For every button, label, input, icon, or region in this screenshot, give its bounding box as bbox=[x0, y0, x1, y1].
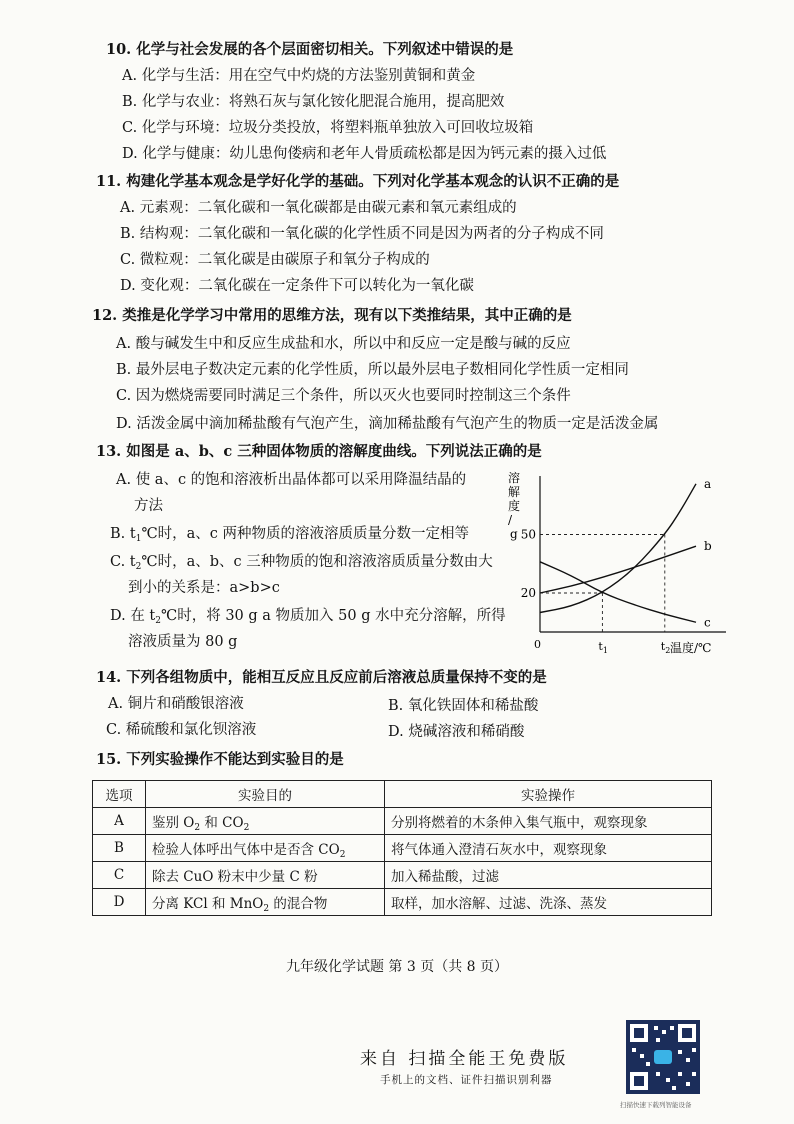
q15-stem: 15. 下列实验操作不能达到实验目的是 bbox=[96, 751, 344, 768]
page-footer: 九年级化学试题 第 3 页（共 8 页） bbox=[285, 959, 509, 975]
curve-a bbox=[540, 484, 696, 613]
row-goal: 检验人体呼出气体中是否含 $CO_2$ bbox=[146, 835, 385, 862]
table-header-row bbox=[93, 781, 712, 808]
origin-label: 0 bbox=[534, 638, 541, 651]
q13-option-d: D. 在 $t_2℃$时，将 30 g a 物质加入 50 g 水中充分溶解，所得 bbox=[110, 608, 506, 626]
curve-c bbox=[540, 562, 696, 622]
row-operation: 将气体通入澄清石灰水中，观察现象 bbox=[385, 835, 712, 862]
q13-stem: 13. 如图是 a、b、c 三种固体物质的溶解度曲线。下列说法正确的是 bbox=[96, 443, 542, 460]
q12-option-c: C. 因为燃烧需要同时满足三个条件，所以灭火也要同时控制这三个条件 bbox=[116, 388, 571, 404]
q12-option-d: D. 活泼金属中滴加稀盐酸有气泡产生，滴加稀盐酸有气泡产生的物质一定是活泼金属 bbox=[116, 416, 659, 432]
q13-option-a: A. 使 a、c 的饱和溶液析出晶体都可以采用降温结晶的 bbox=[116, 472, 467, 488]
q11-stem: 11. 构建化学基本观念是学好化学的基础。下列对化学基本观念的认识不正确的是 bbox=[96, 173, 620, 190]
q10-option-b: B. 化学与农业：将熟石灰与氯化铵化肥混合施用，提高肥效 bbox=[122, 94, 505, 110]
x-tick-label: $t_2$ bbox=[660, 640, 671, 655]
curve-b bbox=[540, 546, 696, 593]
y-tick-label: 20 bbox=[520, 586, 536, 600]
table-row bbox=[93, 862, 712, 889]
q11-option-b: B. 结构观：二氧化碳和一氧化碳的化学性质不同是因为两者的分子构成不同 bbox=[120, 226, 604, 242]
curve-label-c: c bbox=[704, 615, 711, 630]
q13-option-c-cont: 到小的关系是：a>b>c bbox=[128, 580, 280, 596]
q12-option-b: B. 最外层电子数决定元素的化学性质，所以最外层电子数相同化学性质一定相同 bbox=[116, 362, 629, 378]
y-tick-label: 50 bbox=[520, 527, 536, 542]
table-row bbox=[93, 808, 712, 835]
x-axis-label: 温度/℃ bbox=[670, 641, 712, 655]
table-row bbox=[93, 889, 712, 916]
curve-label-a: a bbox=[704, 476, 712, 491]
q10-stem: 10. 化学与社会发展的各个层面密切相关。下列叙述中错误的是 bbox=[106, 41, 514, 58]
curve-label-b: b bbox=[704, 539, 712, 554]
header-option: 选项 bbox=[93, 781, 146, 808]
row-option: C bbox=[93, 862, 146, 889]
q11-option-c: C. 微粒观：二氧化碳是由碳原子和氧分子构成的 bbox=[120, 252, 430, 268]
q13-option-c: C. $t_2℃$时，a、b、c 三种物质的饱和溶液溶质质量分数由大 bbox=[110, 554, 493, 572]
header-goal: 实验目的 bbox=[146, 781, 385, 808]
qr-code-icon[interactable] bbox=[626, 1020, 700, 1094]
row-operation: 取样，加水溶解、过滤、洗涤、蒸发 bbox=[385, 889, 712, 916]
row-option: A bbox=[93, 808, 146, 835]
q12-stem: 12. 类推是化学学习中常用的思维方法，现有以下类推结果，其中正确的是 bbox=[92, 307, 572, 324]
solubility-chart bbox=[496, 466, 734, 662]
row-goal: 除去 CuO 粉末中少量 C 粉 bbox=[146, 862, 385, 889]
q11-option-a: A. 元素观：二氧化碳和一氧化碳都是由碳元素和氧元素组成的 bbox=[120, 200, 517, 216]
row-option: D bbox=[93, 889, 146, 916]
q11-option-d: D. 变化观：二氧化碳在一定条件下可以转化为一氧化碳 bbox=[120, 278, 474, 294]
row-operation: 加入稀盐酸，过滤 bbox=[385, 862, 712, 889]
q14-option-c: C. 稀硫酸和氯化钡溶液 bbox=[106, 722, 257, 738]
q14-option-b: B. 氧化铁固体和稀盐酸 bbox=[388, 698, 539, 714]
q14-stem: 14. 下列各组物质中，能相互反应且反应前后溶液总质量保持不变的是 bbox=[96, 669, 547, 686]
header-operation: 实验操作 bbox=[385, 781, 712, 808]
table-row bbox=[93, 835, 712, 862]
q13-option-b: B. $t_1℃$时，a、c 两种物质的溶液溶质质量分数一定相等 bbox=[110, 526, 470, 544]
q14-option-d: D. 烧碱溶液和稀硝酸 bbox=[388, 724, 525, 740]
scanner-watermark-title: 来自 扫描全能王免费版 bbox=[360, 1049, 569, 1069]
q12-option-a: A. 酸与碱发生中和反应生成盐和水，所以中和反应一定是酸与碱的反应 bbox=[116, 336, 571, 352]
y-axis-label: 溶解度/ g bbox=[508, 471, 521, 541]
scanner-watermark-subtitle: 手机上的文档、证件扫描识别利器 bbox=[380, 1074, 553, 1086]
q14-option-a: A. 铜片和硝酸银溶液 bbox=[108, 696, 244, 712]
qr-caption: 扫描快速下载列智能设备 bbox=[620, 1101, 692, 1109]
q10-option-a: A. 化学与生活：用在空气中灼烧的方法鉴别黄铜和黄金 bbox=[122, 68, 476, 84]
q13-option-d-cont: 溶液质量为 80 g bbox=[128, 634, 238, 650]
row-option: B bbox=[93, 835, 146, 862]
row-operation: 分别将燃着的木条伸入集气瓶中，观察现象 bbox=[385, 808, 712, 835]
q10-option-d: D. 化学与健康：幼儿患佝偻病和老年人骨质疏松都是因为钙元素的摄入过低 bbox=[122, 146, 607, 162]
row-goal: 鉴别 $O_2$ 和 $CO_2$ bbox=[146, 808, 385, 835]
q13-option-a-cont: 方法 bbox=[134, 498, 163, 514]
experiment-table bbox=[92, 780, 712, 916]
row-goal: 分离 KCl 和 MnO$_2$ 的混合物 bbox=[146, 889, 385, 916]
q10-option-c: C. 化学与环境：垃圾分类投放，将塑料瓶单独放入可回收垃圾箱 bbox=[122, 120, 534, 136]
x-tick-label: $t_1$ bbox=[598, 640, 608, 655]
